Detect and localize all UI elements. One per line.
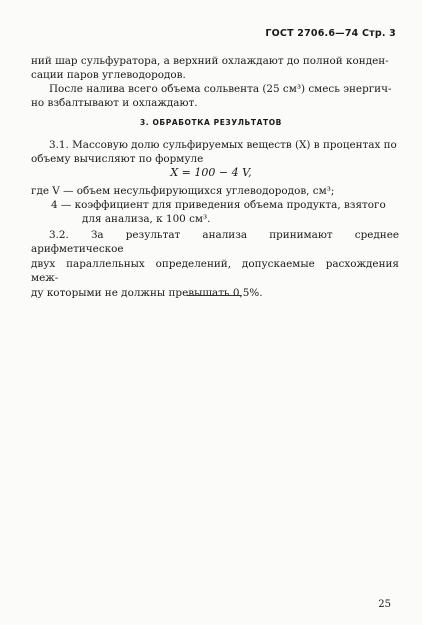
section-heading: 3. ОБРАБОТКА РЕЗУЛЬТАТОВ — [139, 118, 283, 127]
page-label: Стр. 3 — [361, 28, 396, 39]
paragraph-3-1 — [31, 138, 399, 167]
paragraph-solvent — [31, 82, 399, 111]
text-line: 3.2. За результат анализа принимают среднее арифметическое — [31, 229, 399, 256]
text-line: 4 — коэффициент для приведения объема продукта, взятого — [51, 199, 386, 211]
standard-number: ГОСТ 2706.6—74 — [265, 28, 359, 39]
paragraph-continuation — [31, 54, 399, 83]
text-line: двух параллельных определений, допускаемые расхождения меж- — [31, 257, 399, 285]
text-line: но взбалтывают и охлаждают. — [31, 97, 198, 110]
text-line: ний шар сульфуратора, а верхний охлаждают до полной конден- — [31, 55, 389, 67]
page-number: 25 — [378, 599, 391, 610]
formula-definition-coefficient — [51, 198, 399, 227]
text-line: После налива всего объема сольвента (25 см³) смесь энергич- — [49, 83, 392, 95]
text-line: объему вычисляют по формуле — [31, 153, 204, 166]
formula: X = 100 − 4 V, — [170, 166, 252, 179]
page-header — [265, 28, 396, 39]
formula-where-line: где V — объем несульфирующихся углеводородов, см³; — [31, 185, 335, 197]
end-rule — [187, 295, 241, 296]
text-line: сации паров углеводородов. — [31, 69, 186, 82]
text-line: для анализа, к 100 см³. — [82, 213, 211, 226]
paragraph-3-2 — [31, 228, 399, 300]
text-line: ду которыми не должны превышать 0,5%. — [31, 286, 263, 299]
text-line: 3.1. Массовую долю сульфируемых веществ (X) в процентах по — [49, 139, 397, 151]
